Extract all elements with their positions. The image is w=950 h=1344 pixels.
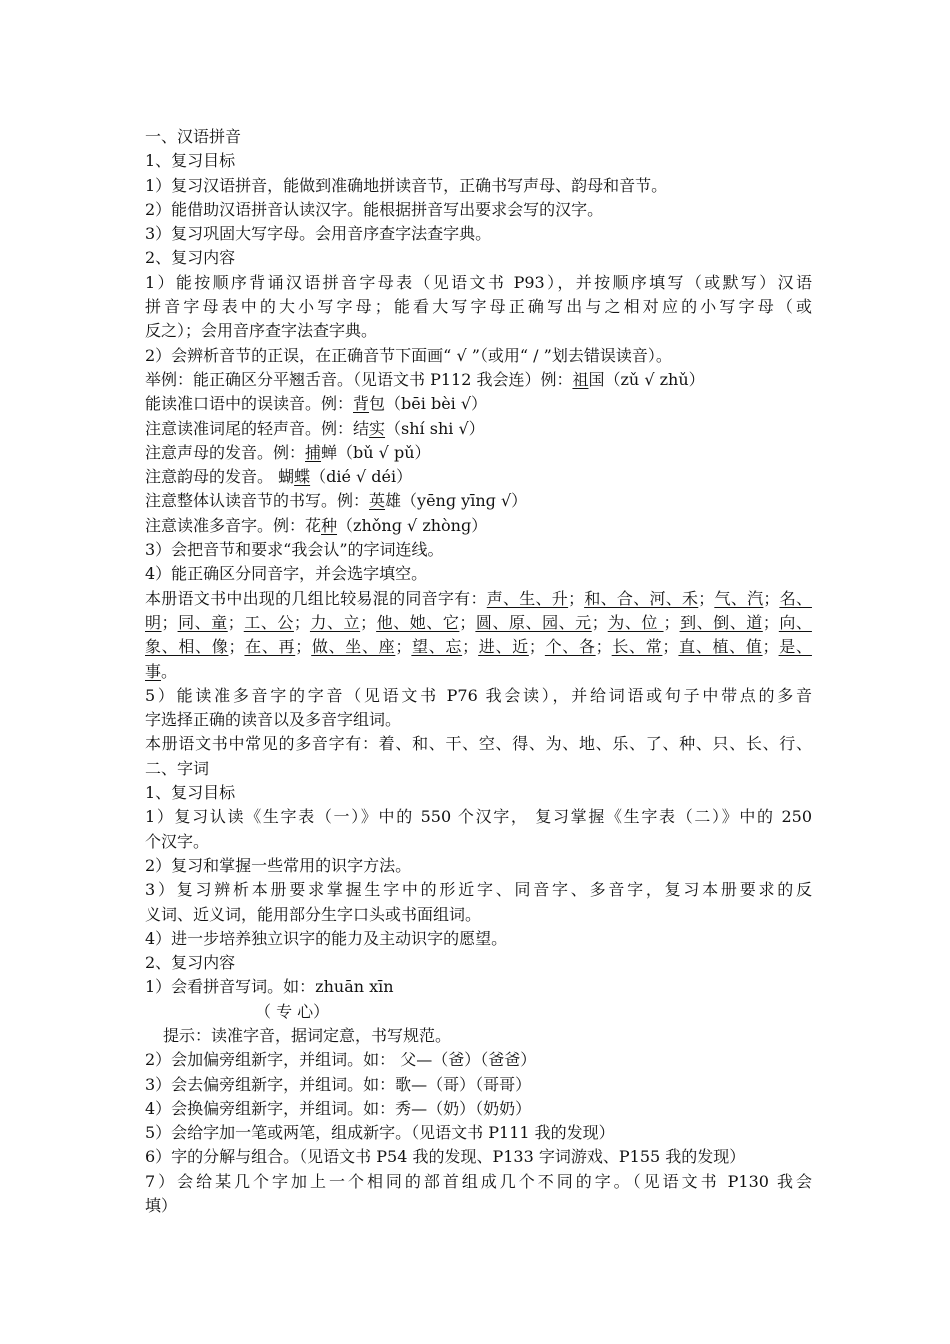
homophone-group: 向、象、相、像 bbox=[145, 612, 812, 657]
homophone-group: 名、明 bbox=[145, 588, 812, 632]
content-line: 3）会把音节和要求“我会认”的字词连线。 bbox=[145, 540, 444, 560]
goal-line: 2）复习和掌握一些常用的识字方法。 bbox=[145, 855, 412, 875]
goal-heading: 1、复习目标 bbox=[145, 783, 236, 803]
homophone-group: 进、近 bbox=[478, 637, 529, 657]
example-line: 能读准口语中的误读音。例：背包（bēi bèi √） bbox=[145, 394, 488, 414]
example-line: 注意读准词尾的轻声音。例：结实（shí shi √） bbox=[145, 418, 485, 438]
content-heading: 2、复习内容 bbox=[145, 248, 236, 268]
homophone-group: 气、汽 bbox=[714, 588, 764, 608]
content-line: 4）能正确区分同音字，并会选字填空。 bbox=[145, 564, 428, 584]
homophone-group: 声、生、升 bbox=[486, 588, 569, 608]
content-heading: 2、复习内容 bbox=[145, 953, 236, 973]
homophone-group: 和、合、河、禾 bbox=[584, 588, 699, 608]
content-line: 字选择正确的读音以及多音字组词。 bbox=[145, 710, 402, 730]
homophone-group: 力、立 bbox=[309, 612, 361, 632]
content-line: 拼音字母表中的大小写字母；能看大写字母正确写出与之相对应的小写字母（或 bbox=[145, 297, 812, 317]
content-line: 3）会去偏旁组新字，并组词。如：歌—（哥）（哥哥） bbox=[145, 1074, 532, 1094]
homophone-group: 工、公 bbox=[243, 612, 294, 632]
goal-line: 个汉字。 bbox=[145, 831, 210, 851]
goal-line: 义词、近义词，能用部分生字口头或书面组词。 bbox=[145, 904, 482, 924]
content-line: 1）会看拼音写词。如：zhuān xīn bbox=[145, 977, 394, 997]
goal-line: 3）复习巩固大写字母。会用音序查字法查字典。 bbox=[145, 224, 492, 244]
homophone-list: 本册语文书中出现的几组比较易混的同音字有：声、生、升；和、合、河、禾；气、汽；名、明；同、童；工、公；力、立；他、她、它；圆、原、园、元；为、位 ；到、倒、道；向、象、相、像；在、再；做、坐、座；望、忘；进、近；个、各；长、常；直、植、值；是、事。 bbox=[145, 588, 812, 681]
homophone-group: 直、植、值 bbox=[678, 637, 763, 657]
content-line: 5）能读准多音字的字音（见语文书 P76 我会读），并给词语或句子中带点的多音 bbox=[145, 685, 812, 705]
polyphone-line: 本册语文书中常见的多音字有：着、和、干、空、得、为、地、乐、了、种、只、长、行、 bbox=[145, 734, 812, 754]
goal-line: 4）进一步培养独立识字的能力及主动识字的愿望。 bbox=[145, 928, 508, 948]
example-line: 注意声母的发音。例：捕蝉（bǔ √ pǔ） bbox=[145, 442, 431, 462]
goal-heading: 1、复习目标 bbox=[145, 151, 236, 171]
homophone-group: 他、她、它 bbox=[376, 612, 460, 632]
goal-line: 1）复习认读《生字表（一）》中的 550 个汉字， 复习掌握《生字表（二）》中的 250 bbox=[145, 807, 812, 827]
goal-line: 2）能借助汉语拼音认读汉字。能根据拼音写出要求会写的汉字。 bbox=[145, 199, 604, 219]
content-line: 2）会加偏旁组新字，并组词。如： 父—（爸）（爸爸） bbox=[145, 1050, 537, 1070]
content-line: （ 专 心） bbox=[255, 1001, 330, 1021]
homophone-group: 望、忘 bbox=[411, 637, 463, 657]
goal-line: 3）复习辨析本册要求掌握生字中的形近字、同音字、多音字，复习本册要求的反 bbox=[145, 880, 812, 900]
document-page bbox=[145, 125, 812, 1218]
homophone-group: 在、再 bbox=[244, 637, 296, 657]
content-line: 填） bbox=[145, 1196, 178, 1216]
content-line: 7）会给某几个字加上一个相同的部首组成几个不同的字。（见语文书 P130 我会 bbox=[145, 1171, 812, 1191]
section-2-heading: 二、字词 bbox=[145, 758, 210, 778]
homophone-group: 为、位 bbox=[607, 612, 664, 632]
homophone-group: 做、坐、座 bbox=[311, 637, 396, 657]
homophone-group: 个、各 bbox=[544, 637, 596, 657]
goal-line: 1）复习汉语拼音，能做到准确地拼读音节，正确书写声母、韵母和音节。 bbox=[145, 175, 668, 195]
content-line: 提示：读准字音，据词定意，书写规范。 bbox=[163, 1025, 452, 1045]
section-1-heading: 一、汉语拼音 bbox=[145, 127, 242, 146]
content-line: 5）会给字加一笔或两笔，组成新字。（见语文书 P111 我的发现） bbox=[145, 1123, 615, 1143]
example-line: 举例：能正确区分平翘舌音。（见语文书 P112 我会连）例：祖国（zǔ √ zhǔ） bbox=[145, 369, 705, 389]
homophone-group: 是、事 bbox=[145, 637, 812, 681]
homophone-group: 到、倒、道 bbox=[679, 612, 763, 632]
example-line: 注意读准多音字。例：花种（zhǒnɡ √ zhònɡ） bbox=[145, 515, 488, 535]
homophone-group: 同、童 bbox=[177, 612, 228, 632]
example-line: 注意韵母的发音。 蝴蝶（dié √ déi） bbox=[145, 467, 413, 487]
example-line: 注意整体认读音节的书写。例：英雄（yēnɡ yīnɡ √） bbox=[145, 491, 528, 511]
homophone-group: 圆、原、园、元 bbox=[475, 612, 592, 632]
content-line: 1）能按顺序背诵汉语拼音字母表（见语文书 P93），并按顺序填写（或默写）汉语 bbox=[145, 272, 812, 292]
content-line: 反之）；会用音序查字法查字典。 bbox=[145, 321, 378, 341]
content-line: 2）会辨析音节的正误，在正确音节下面画“ √ ”（或用“ / ”划去错误读音）。 bbox=[145, 345, 672, 365]
content-line: 6）字的分解与组合。（见语文书 P54 我的发现、P133 字词游戏、P155 我的发现） bbox=[145, 1147, 746, 1167]
homophone-group: 长、常 bbox=[611, 637, 663, 657]
content-line: 4）会换偏旁组新字，并组词。如：秀—（奶）（奶奶） bbox=[145, 1098, 532, 1118]
